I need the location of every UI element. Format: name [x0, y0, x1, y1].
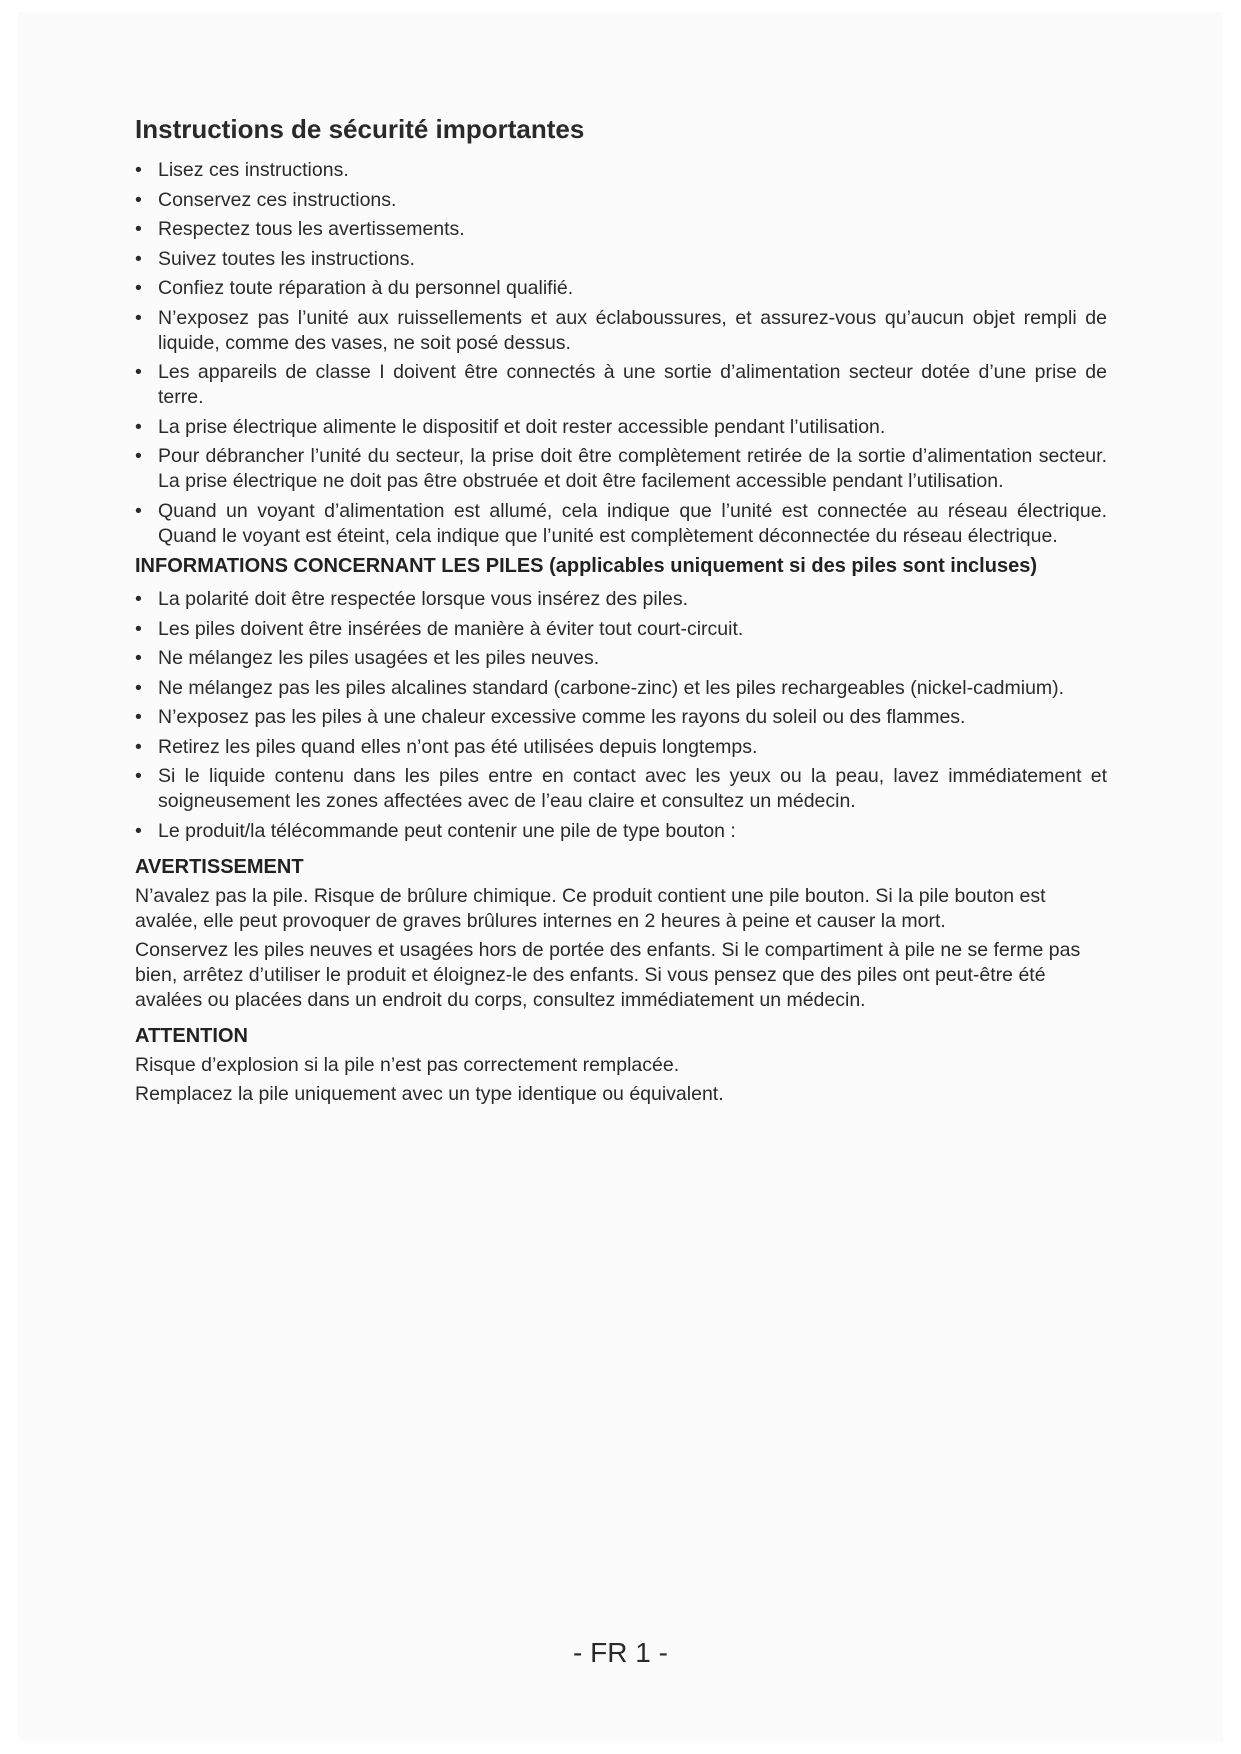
list-item: • Ne mélangez les piles usagées et les piles neuves. [135, 646, 1107, 671]
list-item: • Confiez toute réparation à du personnel qualifié. [135, 276, 1107, 301]
list-item: • Conservez ces instructions. [135, 188, 1107, 213]
warning-heading: AVERTISSEMENT [135, 855, 304, 878]
list-item: • Les piles doivent être insérées de manière à éviter tout court-circuit. [135, 617, 1107, 642]
attention-heading: ATTENTION [135, 1024, 248, 1047]
safety-instructions-list [135, 158, 1107, 549]
list-item: • Quand un voyant d’alimentation est allumé, cela indique que l’unité est connectée au réseau électrique. Quand le voyant est éteint, cela indique que l’unité est complètement déconnectée du réseau électrique. [135, 499, 1107, 549]
list-item: • Respectez tous les avertissements. [135, 217, 1107, 242]
list-item: • N’exposez pas les piles à une chaleur excessive comme les rayons du soleil ou des flammes. [135, 705, 1107, 730]
warning-paragraph: N’avalez pas la pile. Risque de brûlure chimique. Ce produit contient une pile bouton. Si la pile bouton est avalée, elle peut provoquer de graves brûlures internes en 2 heures à peine et causer la mort. [135, 884, 1046, 932]
document-body [135, 112, 1107, 1111]
list-item: • Retirez les piles quand elles n’ont pas été utilisées depuis longtemps. [135, 735, 1107, 760]
list-item: • Les appareils de classe I doivent être connectés à une sortie d’alimentation secteur dotée d’une prise de terre. [135, 360, 1107, 410]
attention-paragraph: Remplacez la pile uniquement avec un type identique ou équivalent. [135, 1082, 724, 1105]
list-item: • Pour débrancher l’unité du secteur, la prise doit être complètement retirée de la sortie d’alimentation secteur. La prise électrique ne doit pas être obstruée et doit être facilement accessible pendant l’utilisation. [135, 444, 1107, 494]
list-item: • N’exposez pas l’unité aux ruissellements et aux éclaboussures, et assurez-vous qu’aucun objet rempli de liquide, comme des vases, ne soit posé dessus. [135, 306, 1107, 356]
list-item: • Suivez toutes les instructions. [135, 247, 1107, 272]
list-item: • La polarité doit être respectée lorsque vous insérez des piles. [135, 587, 1107, 612]
page-number: - FR 1 - [573, 1637, 668, 1668]
list-item: • Lisez ces instructions. [135, 158, 1107, 183]
battery-info-list [135, 587, 1107, 844]
list-item: • Le produit/la télécommande peut contenir une pile de type bouton : [135, 819, 1107, 844]
list-item: • Ne mélangez pas les piles alcalines standard (carbone-zinc) et les piles rechargeables (nickel-cadmium). [135, 676, 1107, 701]
warning-paragraph: Conservez les piles neuves et usagées hors de portée des enfants. Si le compartiment à pile ne se ferme pas bien, arrêtez d’utiliser le produit et éloignez-le des enfants. Si vous pensez que des piles ont peut-être été avalées ou placées dans un endroit du corps, consultez immédiatement un médecin. [135, 938, 1081, 1011]
battery-section-heading: INFORMATIONS CONCERNANT LES PILES (applicables uniquement si des piles sont incluses) [135, 555, 1037, 577]
list-item: • Si le liquide contenu dans les piles entre en contact avec les yeux ou la peau, lavez immédiatement et soigneusement les zones affectées avec de l’eau claire et consultez un médecin. [135, 764, 1107, 814]
list-item: • La prise électrique alimente le dispositif et doit rester accessible pendant l’utilisation. [135, 415, 1107, 440]
page-title: Instructions de sécurité importantes [135, 114, 585, 144]
attention-paragraph: Risque d’explosion si la pile n’est pas correctement remplacée. [135, 1053, 680, 1076]
